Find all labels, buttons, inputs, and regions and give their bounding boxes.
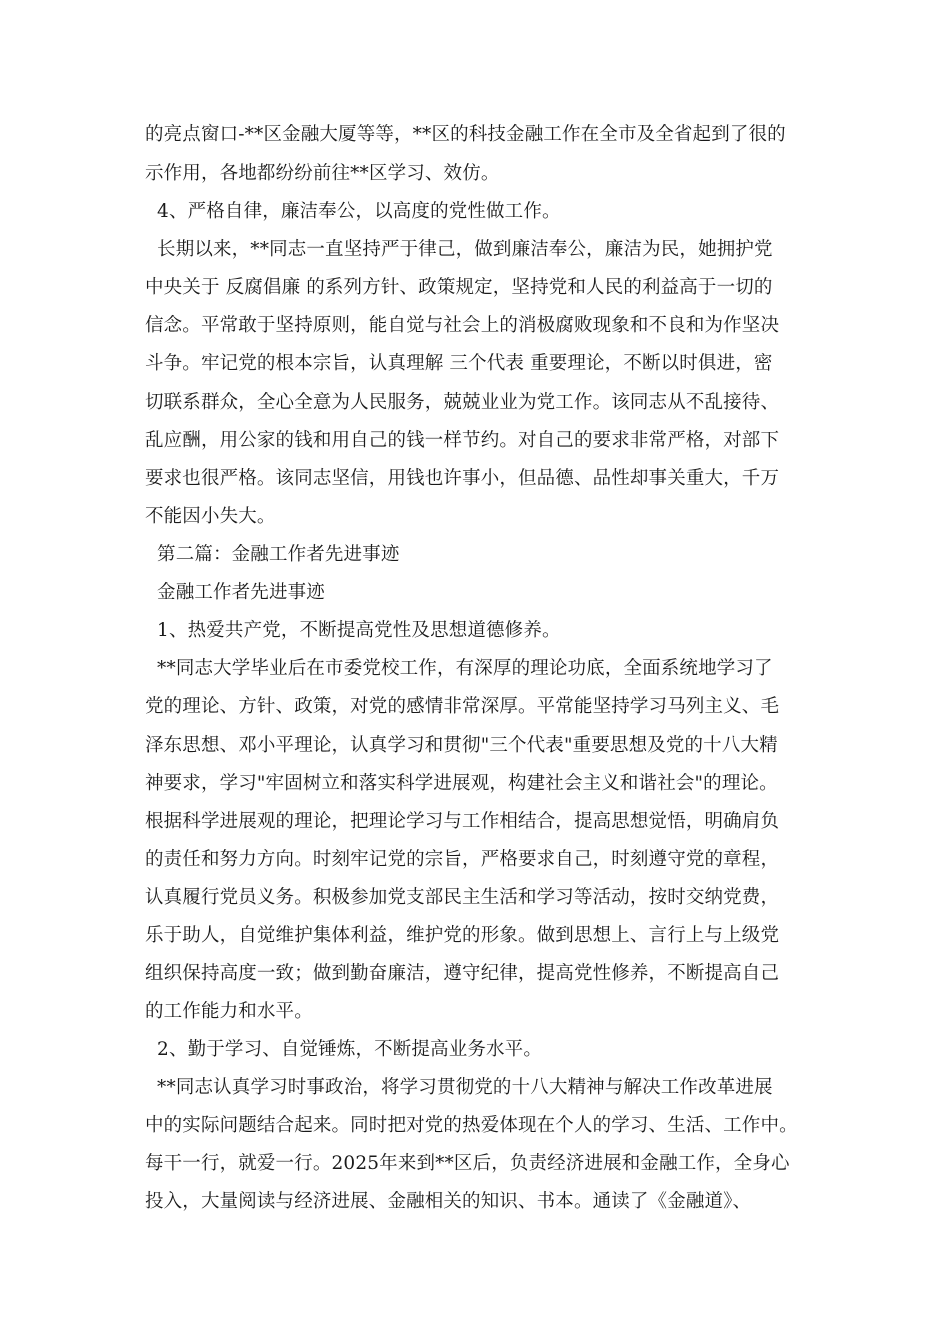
text-line: 乱应酬，用公家的钱和用自己的钱一样节约。对自己的要求非常严格，对部下 bbox=[145, 430, 780, 451]
text-line: 每干一行，就爱一行。2025年来到**区后，负责经济进展和金融工作，全身心 bbox=[145, 1153, 790, 1174]
text-line: 4、严格自律，廉洁奉公，以高度的党性做工作。 bbox=[145, 201, 561, 222]
text-line: 泽东思想、邓小平理论，认真学习和贯彻"三个代表"重要思想及党的十八大精 bbox=[145, 735, 778, 756]
text-line: 的亮点窗口-**区金融大厦等等，**区的科技金融工作在全市及全省起到了很的 bbox=[145, 124, 786, 145]
text-line: 要求也很严格。该同志坚信，用钱也许事小，但品德、品性却事关重大，千万 bbox=[145, 468, 780, 489]
text-line: 党的理论、方针、政策，对党的感情非常深厚。平常能坚持学习马列主义、毛 bbox=[145, 696, 780, 717]
text-line: 的责任和努力方向。时刻牢记党的宗旨，严格要求自己，时刻遵守党的章程， bbox=[145, 849, 780, 870]
text-line: **同志认真学习时事政治，将学习贯彻党的十八大精神与解决工作改革进展 bbox=[145, 1077, 773, 1098]
text-line: 斗争。牢记党的根本宗旨，认真理解 三个代表 重要理论，不断以时俱进，密 bbox=[145, 353, 773, 374]
text-line: 2、勤于学习、自觉锤炼，不断提高业务水平。 bbox=[145, 1039, 542, 1060]
section-heading: 第二篇：金融工作者先进事迹 bbox=[145, 544, 400, 565]
text-line: 的工作能力和水平。 bbox=[145, 1001, 313, 1022]
text-line: 中央关于 反腐倡廉 的系列方针、政策规定，坚持党和人民的利益高于一切的 bbox=[145, 277, 773, 298]
text-line: 1、热爱共产党，不断提高党性及思想道德修养。 bbox=[145, 620, 561, 641]
text-line: 根据科学进展观的理论，把理论学习与工作相结合，提高思想觉悟，明确肩负 bbox=[145, 811, 780, 832]
section-subheading: 金融工作者先进事迹 bbox=[145, 582, 325, 603]
text-line: 认真履行党员义务。积极参加党支部民主生活和学习等活动，按时交纳党费， bbox=[145, 887, 780, 908]
text-line: 切联系群众，全心全意为人民服务，兢兢业业为党工作。该同志从不乱接待、 bbox=[145, 392, 780, 413]
text-line: 长期以来，**同志一直坚持严于律己，做到廉洁奉公，廉洁为民，她拥护党 bbox=[145, 239, 773, 260]
text-line: 神要求，学习"牢固树立和落实科学进展观，构建社会主义和谐社会"的理论。 bbox=[145, 773, 778, 794]
text-line: 信念。平常敢于坚持原则，能自觉与社会上的消极腐败现象和不良和为作坚决 bbox=[145, 315, 780, 336]
text-line: 乐于助人，自觉维护集体利益，维护党的形象。做到思想上、言行上与上级党 bbox=[145, 925, 780, 946]
text-line: 示作用，各地都纷纷前往**区学习、效仿。 bbox=[145, 163, 500, 184]
text-line: 不能因小失大。 bbox=[145, 506, 276, 527]
text-line: 组织保持高度一致；做到勤奋廉洁，遵守纪律，提高党性修养，不断提高自己 bbox=[145, 963, 780, 984]
text-line: 投入，大量阅读与经济进展、金融相关的知识、书本。通读了《金融道》、 bbox=[145, 1191, 752, 1212]
text-line: 中的实际问题结合起来。同时把对党的热爱体现在个人的学习、生活、工作中。 bbox=[145, 1115, 798, 1136]
text-line: **同志大学毕业后在市委党校工作，有深厚的理论功底，全面系统地学习了 bbox=[145, 658, 773, 679]
